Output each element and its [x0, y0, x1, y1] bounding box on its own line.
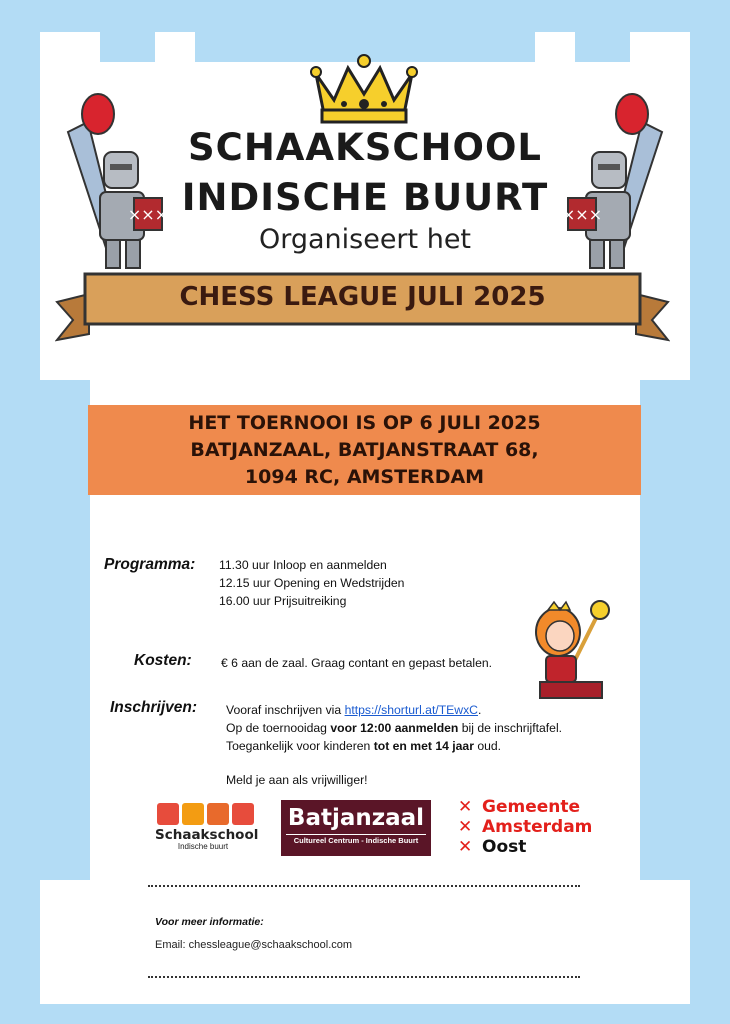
kosten-text: € 6 aan de zaal. Graag contant en gepast betalen.: [221, 656, 493, 670]
line3-bold: tot en met 14 jaar: [373, 739, 474, 753]
inschrijven-text: [226, 701, 562, 789]
x-mark-icon: ✕: [458, 837, 473, 857]
programma-label: Programma:: [104, 556, 196, 573]
batjanzaal-sub: Cultureel Centrum - Indische Buurt: [293, 836, 419, 845]
programma-list: [219, 556, 404, 610]
inschrijven-suffix: .: [478, 703, 482, 717]
event-venue: BATJANZAAL, BATJANSTRAAT 68,: [190, 439, 539, 461]
info-heading: Voor meer informatie:: [155, 916, 264, 928]
svg-text:×××: ×××: [561, 205, 603, 224]
contact-email: Email: chessleague@schaakschool.com: [155, 939, 353, 951]
schaakschool-name: Schaakschool: [155, 827, 259, 843]
divider-bottom: [148, 976, 580, 978]
title-line-2: INDISCHE BUURT: [181, 176, 549, 219]
programma-item: 12.15 uur Opening en Wedstrijden: [219, 576, 405, 590]
batjanzaal-name: Batjanzaal: [287, 805, 425, 831]
event-city: 1094 RC, AMSTERDAM: [244, 466, 485, 488]
inschrijven-line-2: [226, 719, 562, 737]
event-date: HET TOERNOOI IS OP 6 JULI 2025: [188, 412, 541, 434]
programma-item: 11.30 uur Inloop en aanmelden: [219, 558, 387, 572]
inschrijven-line-3: [226, 737, 562, 755]
queen-character-icon: [530, 598, 614, 702]
event-details-block: [88, 405, 641, 495]
banner-title: CHESS LEAGUE JULI 2025: [179, 282, 546, 312]
inschrijven-label: Inschrijven:: [110, 699, 197, 716]
subtitle: Organiseert het: [258, 224, 472, 255]
volunteer-text: Meld je aan als vrijwilliger!: [226, 773, 368, 787]
chess-pieces-icon: [157, 803, 255, 825]
line3-suffix: oud.: [473, 739, 502, 753]
x-mark-icon: ✕: [458, 797, 473, 817]
gemeente-row: [458, 817, 598, 837]
title-line-1: SCHAAKSCHOOL: [188, 126, 542, 169]
schaakschool-sub: Indische buurt: [177, 842, 229, 851]
oost-word: Oost: [482, 837, 527, 857]
programma-item: 16.00 uur Prijsuitreiking: [219, 594, 347, 608]
gemeente-row: [458, 797, 598, 817]
schaakschool-logo: [155, 803, 259, 855]
line2-suffix: bij de inschrijftafel.: [458, 721, 563, 735]
gemeente-row: [458, 837, 598, 857]
gemeente-amsterdam-logo: [458, 797, 598, 857]
line3-prefix: Toegankelijk voor kinderen: [226, 739, 374, 753]
line2-prefix: Op de toernooidag: [226, 721, 331, 735]
batjanzaal-logo: [281, 800, 431, 856]
divider-top: [148, 885, 580, 887]
kosten-label: Kosten:: [134, 652, 192, 669]
registration-link[interactable]: https://shorturl.at/TEwxC: [344, 703, 478, 717]
amsterdam-word: Amsterdam: [482, 817, 593, 837]
line2-bold: voor 12:00 aanmelden: [330, 721, 459, 735]
gemeente-word: Gemeente: [482, 797, 581, 817]
svg-text:×××: ×××: [127, 205, 169, 224]
inschrijven-prefix: Vooraf inschrijven via: [226, 703, 345, 717]
x-mark-icon: ✕: [458, 817, 473, 837]
inschrijven-line-1: [226, 701, 562, 719]
crown-icon: [308, 52, 420, 124]
